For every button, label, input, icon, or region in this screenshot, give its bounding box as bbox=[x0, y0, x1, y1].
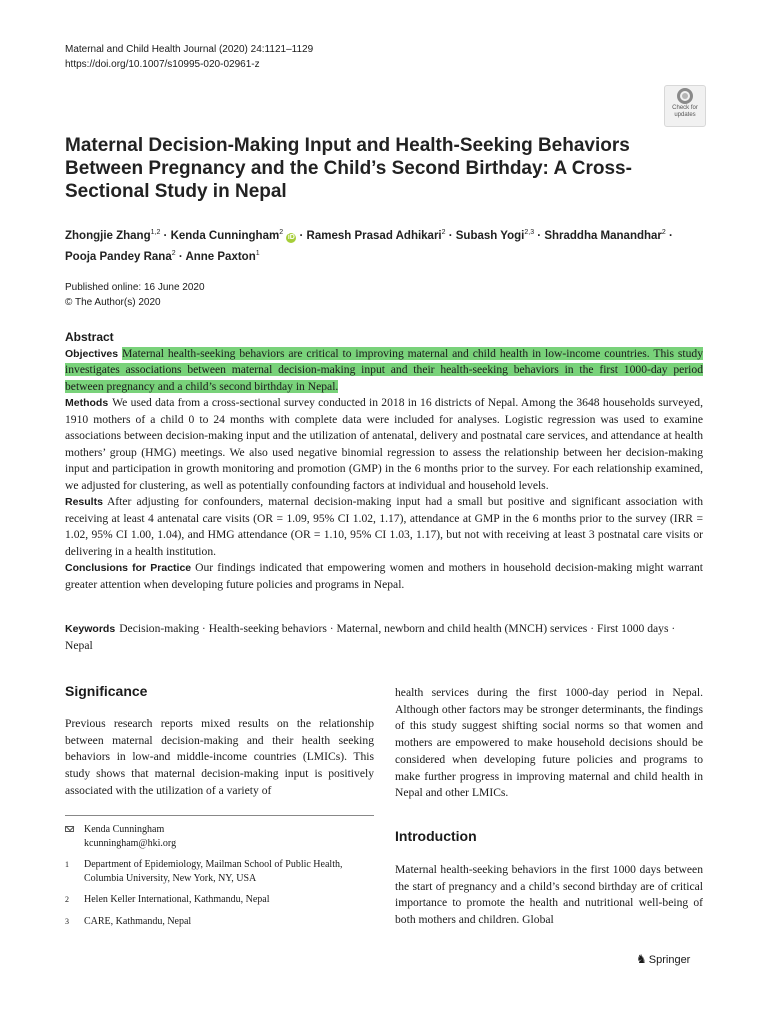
publication-info bbox=[65, 280, 205, 310]
affiliation-mark: 3 bbox=[65, 916, 69, 926]
methods-text: We used data from a cross-sectional survey conducted in 2018 in 16 districts of Nepal. Among the 3648 households surveyed, 1910 mothers of a child 0 to 24 months with complete data were included for analyses. Logistic regression was used to examine associations between decision-making input and the utilization of antenatal, delivery and postnatal care services, and attendance at health mothers’ group (HMG) meetings. We also used negative binomial regression to assess the relationship between her decision-making input and participation in growth monitoring and promotion (GMP) in the 6 months prior to the survey. For each relationship examined, we adjusted for clustering, as well as potentially confounding factors at individual and household levels. bbox=[65, 396, 703, 492]
affiliation-mark: 1 bbox=[65, 860, 69, 869]
significance-heading: Significance bbox=[65, 683, 148, 699]
introduction-heading: Introduction bbox=[395, 828, 477, 844]
author-name: Pooja Pandey Rana bbox=[65, 250, 172, 263]
author-affiliation-mark: 1,2 bbox=[150, 229, 161, 236]
orcid-icon[interactable]: iD bbox=[287, 233, 295, 241]
contact-name: Kenda Cunningham bbox=[84, 824, 165, 835]
author: Subash Yogi$^{2,3}$ · bbox=[455, 229, 545, 242]
author-name: Kenda Cunningham bbox=[170, 229, 280, 242]
envelope-icon bbox=[65, 826, 74, 832]
author: Zhongjie Zhang$^{1,2}$ · bbox=[65, 229, 171, 242]
author-affiliation-mark: 2 bbox=[661, 229, 666, 236]
author-list bbox=[65, 224, 715, 266]
keywords bbox=[65, 621, 703, 654]
results-text: After adjusting for confounders, maternal decision-making input had a small but positive and significant association with receiving at least 4 antenatal care visits (OR = 1.09, 95% CI 1.02, 1.17), attendance at GMP in the 6 months prior to the survey (IRR = 1.02, 95% CI 1.00, 1.04), and HMG attendance (OR = 1.10, 95% CI 1.03, 1.17), but not with receiving at least 3 postnatal care visits or delivering in a health institution. bbox=[65, 495, 703, 558]
affiliation-1 bbox=[65, 858, 374, 885]
author-name: Subash Yogi bbox=[455, 229, 525, 242]
author: Pooja Pandey Rana$^2$ · bbox=[65, 249, 186, 263]
affiliation-2 bbox=[65, 893, 374, 907]
introduction-text: Maternal health-seeking behaviors in the first 1000 days between the start of pregnancy and a child’s second birthday are of critical importance to promote the health and nutritional well-being of both mothers and children. Global bbox=[395, 863, 703, 927]
published-date: Published online: 16 June 2020 bbox=[65, 282, 205, 293]
abstract bbox=[65, 329, 703, 593]
horse-icon: ♞ bbox=[636, 952, 647, 966]
check-for-updates-badge[interactable] bbox=[664, 85, 706, 127]
conclusions-text: Our findings indicated that empowering women and mothers in household decision-making might warrant greater attention when developing future policies and programs in Nepal. bbox=[65, 561, 703, 591]
author-affiliation-mark: 2 bbox=[441, 229, 446, 236]
abstract-results bbox=[65, 494, 703, 560]
methods-label: Methods bbox=[65, 397, 109, 409]
author: Kenda Cunningham$^2$ iD · bbox=[170, 229, 307, 242]
affiliation-text: Department of Epidemiology, Mailman School of Public Health, Columbia University, New York, NY, USA bbox=[84, 859, 343, 884]
journal-citation: Maternal and Child Health Journal (2020) 24:1121–1129 bbox=[65, 44, 314, 55]
conclusions-label: Conclusions for Practice bbox=[65, 562, 192, 574]
corresponding-author bbox=[65, 823, 374, 850]
article-title: Maternal Decision-Making Input and Health-Seeking Behaviors Between Pregnancy and the Child’s Second Birthday: A Cross-Sectional Study in Nepal bbox=[65, 135, 632, 202]
publisher-name: Springer bbox=[648, 954, 691, 966]
footnote-divider bbox=[65, 815, 374, 816]
author-name: Zhongjie Zhang bbox=[65, 229, 151, 242]
affiliation-text: CARE, Kathmandu, Nepal bbox=[84, 915, 192, 927]
affiliation-mark: 2 bbox=[65, 895, 69, 904]
abstract-methods bbox=[65, 395, 703, 494]
journal-header bbox=[65, 42, 313, 72]
author: Shraddha Manandhar$^2$ · bbox=[544, 229, 673, 242]
affiliation-text: Helen Keller International, Kathmandu, Nepal bbox=[84, 894, 270, 905]
footnotes bbox=[65, 823, 374, 936]
publisher-logo bbox=[636, 952, 690, 967]
author-affiliation-mark: 2 bbox=[279, 229, 284, 236]
author-affiliation-mark: 2 bbox=[171, 249, 176, 257]
contact-email[interactable]: kcunningham@hki.org bbox=[84, 837, 177, 849]
abstract-objectives bbox=[65, 346, 703, 396]
keywords-text: Decision-making · Health-seeking behaviors · Maternal, newborn and child health (MNCH) services · First 1000 days · Nepal bbox=[65, 622, 676, 652]
author-affiliation-mark: 1 bbox=[255, 249, 260, 257]
copyright: © The Author(s) 2020 bbox=[65, 297, 161, 308]
affiliation-3 bbox=[65, 915, 374, 929]
keywords-label: Keywords bbox=[65, 623, 116, 635]
results-label: Results bbox=[65, 496, 103, 508]
crossmark-icon bbox=[677, 88, 693, 104]
author: Ramesh Prasad Adhikari$^2$ · bbox=[306, 229, 456, 242]
abstract-heading: Abstract bbox=[65, 330, 114, 344]
significance-text-right: health services during the first 1000-day period in Nepal. Although other factors may be stronger determinants, the findings of this study suggest shifting social norms so that women and mothers are empowered to make household decisions should be considered when developing future policies and programs to make further progress in improving maternal and child health in Nepal and other LMICs. bbox=[395, 686, 703, 800]
significance-text-left: Previous research reports mixed results on the relationship between maternal decision-making and their health seeking behaviors in low-and middle-income countries (LMICs). This study shows that maternal decision-making input is positively associated with the utilization of a variety of bbox=[65, 717, 374, 797]
objectives-label: Objectives bbox=[65, 347, 119, 360]
objectives-text-highlighted: Maternal health-seeking behaviors are critical to improving maternal and child health in low-income countries. This study investigates associations between maternal decision-making input and their health-seeking behaviors in the first 1000-day period between pregnancy and a child’s second birthday in Nepal. bbox=[65, 346, 703, 393]
author-name: Shraddha Manandhar bbox=[544, 229, 662, 242]
check-badge-label: Check for updates bbox=[672, 105, 698, 118]
author-affiliation-mark: 2,3 bbox=[524, 229, 535, 236]
author-name: Anne Paxton bbox=[185, 250, 256, 263]
abstract-conclusions bbox=[65, 560, 703, 593]
author bbox=[185, 251, 259, 263]
doi-link[interactable]: https://doi.org/10.1007/s10995-020-02961-z bbox=[65, 59, 260, 70]
author-name: Ramesh Prasad Adhikari bbox=[306, 229, 442, 242]
